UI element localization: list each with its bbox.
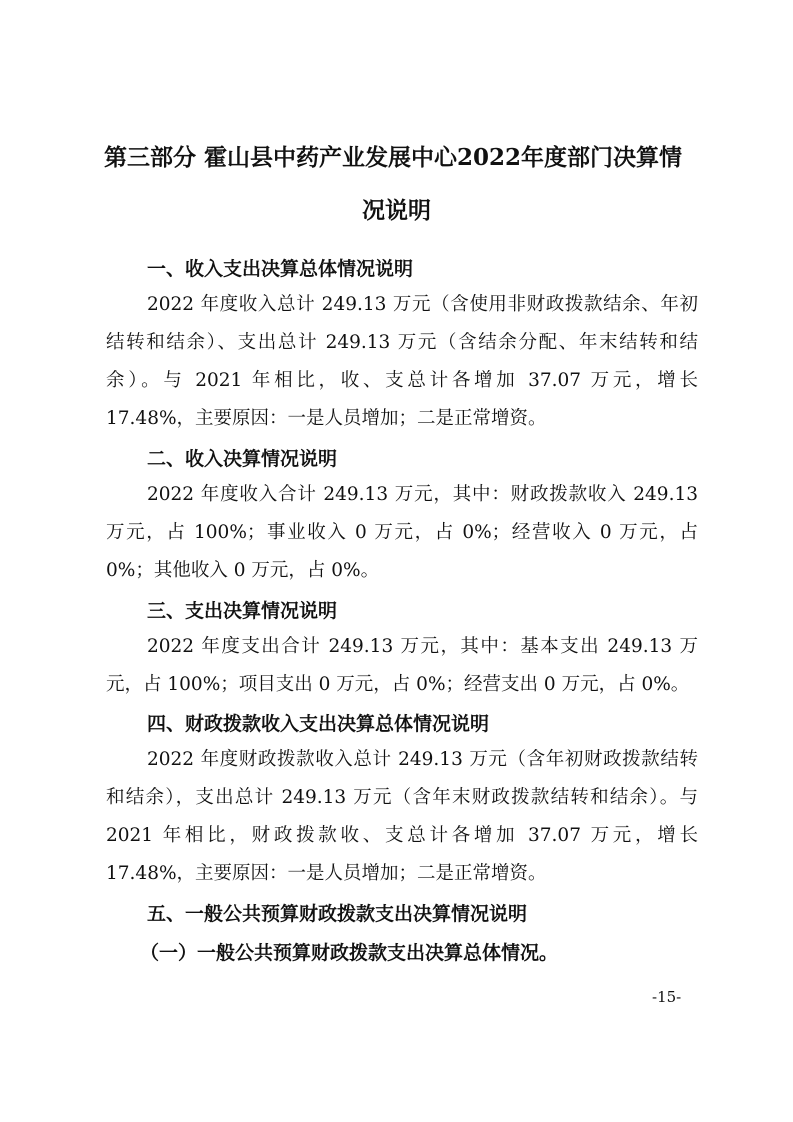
section-2-heading: 二、收入决算情况说明: [147, 448, 338, 470]
section-4-paragraph: 2022 年度财政拨款收入总计 249.13 万元（含年初财政拨款结转和结余），支出总计 249.13 万元（含年末财政拨款结转和结余）。与 2021 年相比，财政拨款收、支总计各增加 37.07 万元，增长 17.48%，主要原因：一是人员增加；二是正常增资。: [106, 749, 698, 884]
document-title-line-1: 第三部分 霍山县中药产业发展中心2022年度部门决算情: [104, 144, 683, 171]
section-5-heading: 五、一般公共预算财政拨款支出决算情况说明: [147, 903, 528, 925]
section-3-paragraph: 2022 年度支出合计 249.13 万元，其中：基本支出 249.13 万元，占 100%；项目支出 0 万元，占 0%；经营支出 0 万元，占 0%。: [106, 636, 698, 695]
page-number: -15-: [652, 988, 682, 1006]
section-3-heading: 三、支出决算情况说明: [147, 600, 338, 622]
section-4-heading: 四、财政拨款收入支出决算总体情况说明: [147, 713, 490, 735]
subsection-heading: （一）一般公共预算财政拨款支出决算总体情况。: [140, 942, 559, 964]
document-title-line-2: 况说明: [362, 197, 431, 224]
section-1-heading: 一、收入支出决算总体情况说明: [147, 258, 414, 280]
section-1-paragraph: 2022 年度收入总计 249.13 万元（含使用非财政拨款结余、年初结转和结余）、支出总计 249.13 万元（含结余分配、年末结转和结余）。与 2021 年相比，收、支总计各增加 37.07 万元，增长 17.48%，主要原因：一是人员增加；二是正常增资。: [106, 294, 698, 429]
section-2-paragraph: 2022 年度收入合计 249.13 万元，其中：财政拨款收入 249.13 万元，占 100%；事业收入 0 万元，占 0%；经营收入 0 万元，占 0%；其他收入 0 万元，占 0%。: [106, 484, 698, 581]
